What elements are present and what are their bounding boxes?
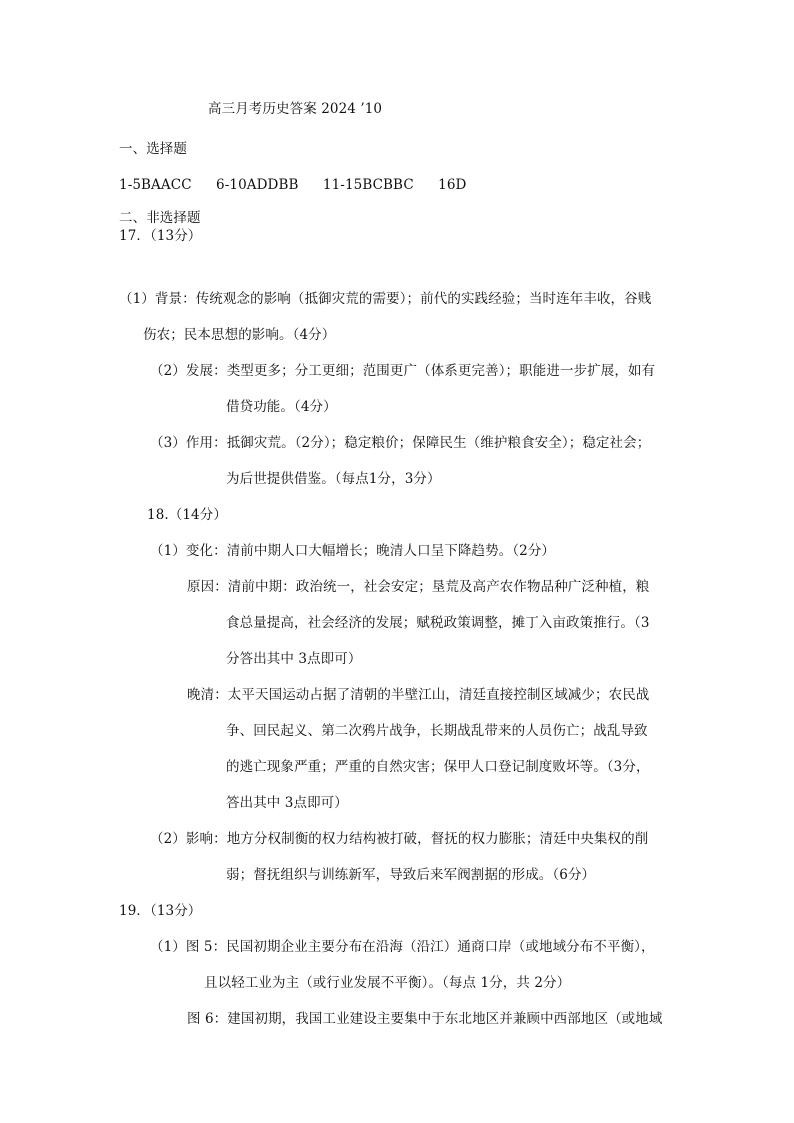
q18-reason-line: 分答出其中 3点即可） xyxy=(226,651,362,667)
choice-answer-group: 16D xyxy=(438,177,467,193)
q18-late-qing-line: 的逃亡现象严重；严重的自然灾害；保甲人口登记制度败坏等。（3分， xyxy=(226,759,650,775)
q19-part1-line: （1）图 5：民国初期企业主要分布在沿海（沿江）通商口岸（或地域分布不平衡）， xyxy=(150,939,655,955)
q18-late-qing-line: 答出其中 3点即可） xyxy=(226,795,348,811)
q19-part1-line: 且以轻工业为主（或行业发展不平衡）。（每点 1分，共 2分） xyxy=(204,975,571,991)
nonchoice-section-heading: 二、非选择题 xyxy=(119,210,201,226)
q19-header: 19．（13分） xyxy=(119,903,202,919)
choice-answers xyxy=(119,176,486,194)
q18-part1-line: （1）变化：清前中期人口大幅增长；晚清人口呈下降趋势。（2分） xyxy=(150,543,556,559)
q18-late-qing-line: 争、回民起义、第二次鸦片战争，长期战乱带来的人员伤亡；战乱导致 xyxy=(226,723,648,739)
q17-part1-line: （1）背景：传统观念的影响（抵御灾荒的需要）；前代的实践经验；当时连年丰收，谷贱 xyxy=(119,291,652,307)
q18-part2-line: 弱；督抚组织与训练新军，导致后来军阀割据的形成。（6分） xyxy=(226,867,596,883)
q17-part2-line: 借贷功能。（4分） xyxy=(226,399,337,415)
q18-reason-line: 食总量提高，社会经济的发展；赋税政策调整，摊丁入亩政策推行。（3 xyxy=(226,615,650,631)
q17-part3-line: （3）作用：抵御灾荒。（2分）；稳定粮价；保障民生（维护粮食安全）；稳定社会； xyxy=(150,435,651,451)
choice-section-heading: 一、选择题 xyxy=(119,141,187,157)
q17-part1-line: 伤农；民本思想的影响。（4分） xyxy=(143,327,336,343)
q17-header: 17．（13分） xyxy=(119,228,202,244)
q19-figure6-line: 图 6：建国初期，我国工业建设主要集中于东北地区并兼顾中西部地区（或地域 xyxy=(187,1011,663,1027)
q18-header: 18.（14分） xyxy=(147,507,227,523)
q17-part3-line: 为后世提供借鉴。（每点1分，3分） xyxy=(226,471,441,487)
page-title: 高三月考历史答案 2024 ’10 xyxy=(208,101,383,117)
q18-part2-line: （2）影响：地方分权制衡的权力结构被打破，督抚的权力膨胀；清廷中央集权的削 xyxy=(150,831,649,847)
choice-answer-group: 6-10ADDBB xyxy=(216,177,299,193)
q17-part2-line: （2）发展：类型更多；分工更细；范围更广（体系更完善）；职能进一步扩展，如有 xyxy=(150,363,656,379)
q18-late-qing-line: 晚清：太平天国运动占据了清朝的半壁江山，清廷直接控制区域减少；农民战 xyxy=(187,687,650,703)
choice-answer-group: 1-5BAACC xyxy=(119,177,192,193)
choice-answer-group: 11-15BCBBC xyxy=(322,177,414,193)
q18-reason-line: 原因：清前中期：政治统一，社会安定；垦荒及高产农作物品种广泛种植，粮 xyxy=(187,579,650,595)
